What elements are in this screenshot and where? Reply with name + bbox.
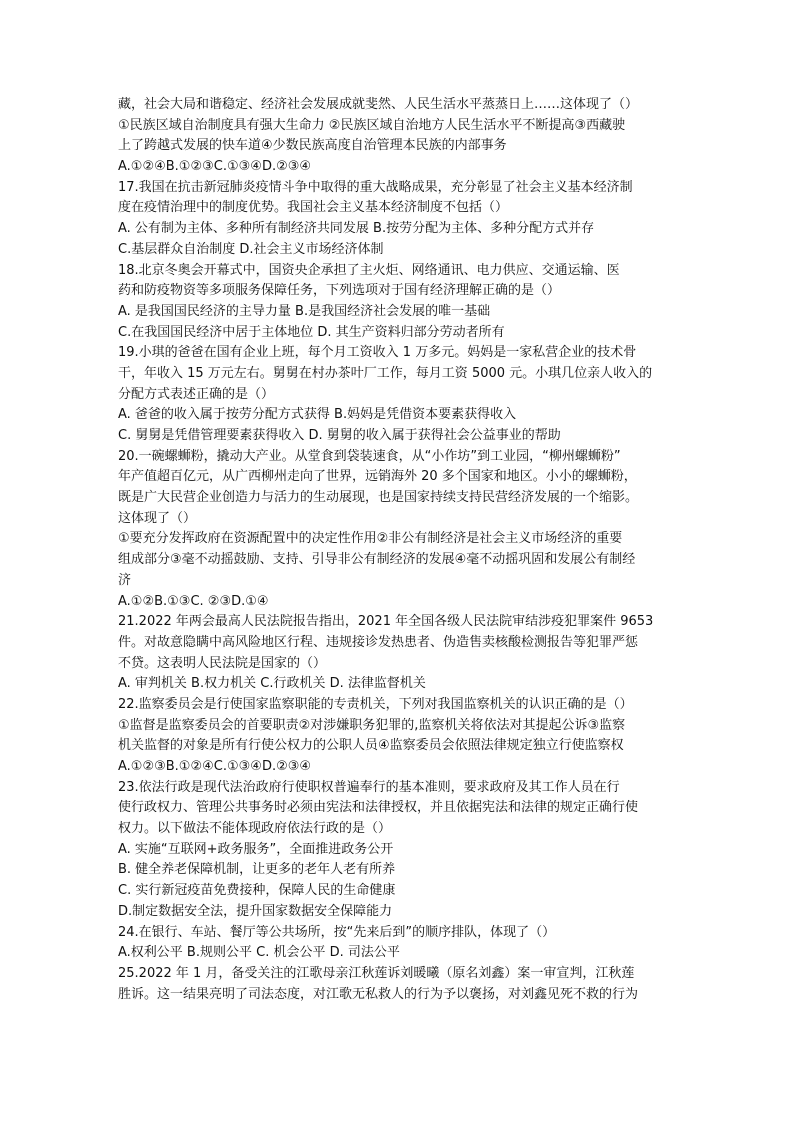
text-line: C. 舅舅是凭借管理要素获得收入 D. 舅舅的收入属于获得社会公益事业的帮助	[118, 428, 561, 443]
text-line: 使行政权力、管理公共事务时必须由宪法和法律授权，并且依据宪法和法律的规定正确行使	[118, 800, 639, 816]
text-line: ①要充分发挥政府在资源配置中的决定性作用②非公有制经济是社会主义市场经济的重要	[118, 531, 623, 547]
text-line: 藏，社会大局和谐稳定、经济社会发展成就斐然、人民生活水平蒸蒸日上……这体现了（）	[118, 97, 639, 112]
text-line: 18.北京冬奥会开幕式中，国资央企承担了主火炬、网络通讯、电力供应、交通运输、医	[118, 262, 620, 278]
text-line: 分配方式表述正确的是（）	[118, 386, 275, 402]
text-line: A. 爸爸的收入属于按劳分配方式获得 B.妈妈是凭借资本要素获得收入	[118, 407, 517, 423]
text-line: 20.一碗螺蛳粉，撬动大产业。从堂食到袋装速食，从“小作坊”到工业园，“柳州螺蛳粉”	[118, 448, 621, 464]
text-line: 济	[118, 572, 132, 588]
text-line: 机关监督的对象是所有行使公权力的公职人员④监察委员会依照法律规定独立行使监察权	[118, 738, 624, 754]
text-line: A. 公有制为主体、多种所有制经济共同发展 B.按劳分配为主体、多种分配方式并存	[118, 221, 595, 237]
text-line: ①民族区域自治制度具有强大生命力 ②民族区域自治地方人民生活水平不断提高③西藏驶	[118, 117, 626, 133]
text-line: D.制定数据安全法，提升国家数据安全保障能力	[118, 903, 393, 919]
text-line: A.权利公平 B.规则公平 C. 机会公平 D. 司法公平	[118, 945, 400, 961]
text-line: B. 健全养老保障机制，让更多的老年人老有所养	[118, 862, 396, 878]
text-line: 22.监察委员会是行使国家监察职能的专责机关，下列对我国监察机关的认识正确的是（）	[118, 696, 633, 712]
text-line: 件。对故意隐瞒中高风险地区行程、违规接诊发热患者、伪造售卖核酸检测报告等犯罪严惩	[118, 634, 639, 650]
text-line: C. 实行新冠疫苗免费接种，保障人民的生命健康	[118, 883, 396, 899]
text-line: 组成部分③毫不动摇鼓励、支持、引导非公有制经济的发展④毫不动摇巩固和发展公有制经	[118, 552, 636, 568]
text-line: C.在我国国民经济中居于主体地位 D. 其生产资料归部分劳动者所有	[118, 324, 505, 340]
text-line: 25.2022 年 1 月，备受关注的江歌母亲江秋莲诉刘暖曦（原名刘鑫）案一审宣判，江秋莲	[118, 965, 635, 981]
text-line: 既是广大民营企业创造力与活力的生动展现，也是国家持续支持民营经济发展的一个缩影。	[118, 490, 639, 506]
text-line: 度在疫情治理中的制度优势。我国社会主义基本经济制度不包括（）	[118, 200, 509, 216]
text-line: A. 审判机关 B.权力机关 C.行政机关 D. 法律监督机关	[118, 676, 426, 692]
text-line: ①监督是监察委员会的首要职责②对涉嫌职务犯罪的,监察机关将依法对其提起公诉③监察	[118, 717, 626, 733]
text-line: 干，年收入 15 万元左右。舅舅在村办茶叶厂工作，每月工资 5000 元。小琪几位亲人收入的	[118, 365, 653, 381]
text-line: C.基层群众自治制度 D.社会主义市场经济体制	[118, 241, 384, 257]
text-line: 19.小琪的爸爸在国有企业上班，每个月工资收入 1 万多元。妈妈是一家私营企业的技术骨	[118, 345, 637, 361]
text-line: 上了跨越式发展的快车道④少数民族高度自治管理本民族的内部事务	[118, 138, 507, 154]
document-page	[118, 95, 678, 1005]
text-line: 这体现了（）	[118, 510, 197, 526]
text-line: 21.2022 年两会最高人民法院报告指出，2021 年全国各级人民法院审结涉疫犯罪案件 9653	[118, 614, 654, 630]
text-line: 胜诉。这一结果亮明了司法态度，对江歌无私救人的行为予以褒扬，对刘鑫见死不救的行为	[118, 986, 639, 1002]
text-line: A.①②③B.①②④C.①③④D.②③④	[118, 759, 312, 774]
text-line: 权力。以下做法不能体现政府依法行政的是（）	[118, 821, 392, 837]
text-line: A.①②B.①③C. ②③D.①④	[118, 593, 269, 609]
text-line: 年产值超百亿元，从广西柳州走向了世界，远销海外 20 多个国家和地区。小小的螺蛳粉，	[118, 469, 637, 485]
text-line: A. 实施“互联网+政务服务”，全面推进政务公开	[118, 841, 394, 857]
text-line: A.①②④B.①②③C.①③④D.②③④	[118, 159, 312, 175]
text-line: 药和防疫物资等多项服务保障任务，下列选项对于国有经济理解正确的是（）	[118, 283, 561, 299]
text-line: A. 是我国国民经济的主导力量 B.是我国经济社会发展的唯一基础	[118, 303, 491, 319]
text-line: 17.我国在抗击新冠肺炎疫情斗争中取得的重大战略成果，充分彰显了社会主义基本经济制	[118, 179, 633, 195]
text-line: 23.依法行政是现代法治政府行使职权普遍奉行的基本准则，要求政府及其工作人员在行	[118, 779, 620, 795]
text-line: 不贷。这表明人民法院是国家的（）	[118, 655, 327, 671]
text-line: 24.在银行、车站、餐厅等公共场所，按“先来后到”的顺序排队，体现了（）	[118, 924, 556, 940]
